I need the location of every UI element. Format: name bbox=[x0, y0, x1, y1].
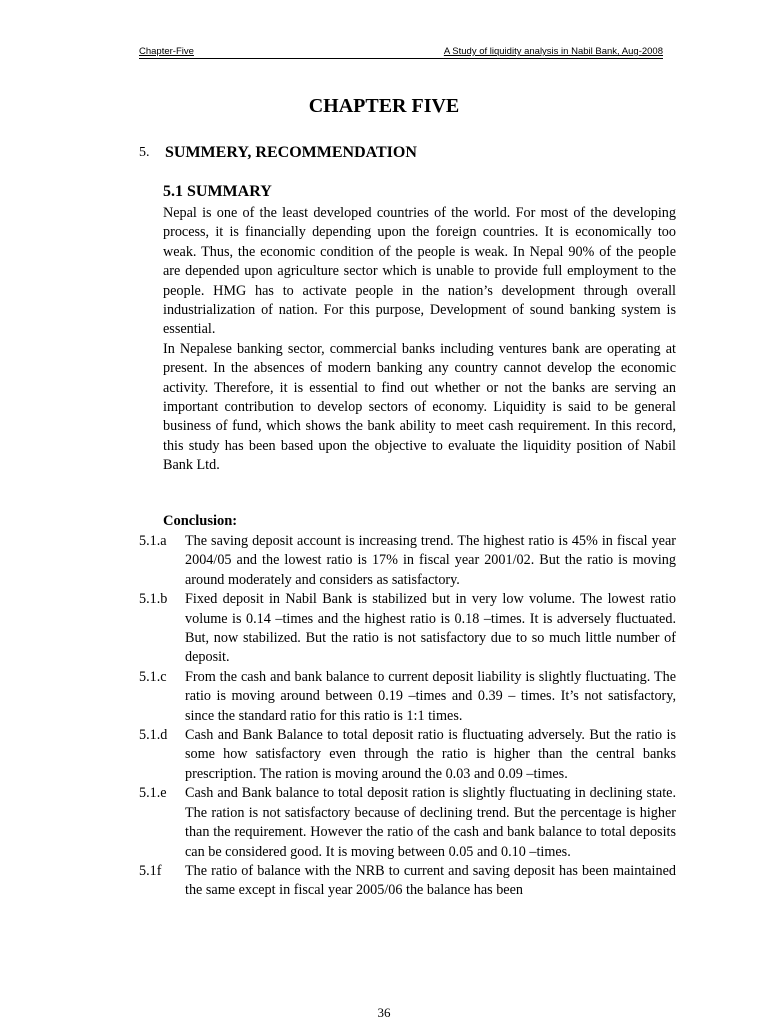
list-item bbox=[139, 532, 676, 590]
section-heading bbox=[139, 144, 417, 162]
list-item bbox=[139, 590, 676, 668]
list-item bbox=[139, 726, 676, 784]
section-title: SUMMERY, RECOMMENDATION bbox=[165, 144, 417, 161]
list-item-number: 5.1.b bbox=[139, 591, 168, 608]
section-number: 5. bbox=[139, 145, 150, 160]
list-item bbox=[139, 668, 676, 726]
list-item bbox=[139, 784, 676, 862]
conclusion-list bbox=[139, 532, 676, 901]
conclusion-heading: Conclusion: bbox=[163, 513, 238, 529]
list-item-number: 5.1.c bbox=[139, 668, 167, 685]
list-item-text: Fixed deposit in Nabil Bank is stabilized but in very low volume. The lowest ratio volume is 0.14 –times and the highest ratio is 0.18 –times. It is adversely fluctuated. But, now stabilized. But the ratio is not satisfactory due to so much little number of deposit. bbox=[185, 591, 676, 666]
summary-body bbox=[163, 204, 676, 476]
page-number: 36 bbox=[377, 1005, 391, 1020]
list-item-number: 5.1.d bbox=[139, 727, 168, 744]
list-item-text: Cash and Bank Balance to total deposit ratio is fluctuating adversely. But the ratio is some how satisfactory even through the ratio is higher than the central banks prescription. The ration is moving around the 0.03 and 0.09 –times. bbox=[185, 727, 676, 782]
paragraph: In Nepalese banking sector, commercial banks including ventures bank are operating at present. In the absences of modern banking any country cannot develop the economic activity. Therefore, it is essential to find out whether or not the banks are serving an important contribution to develop sectors of economy. Liquidity is said to be general business of fund, which shows the bank ability to meet cash requirement. In this record, this study has been based upon the objective to evaluate the liquidity position of Nabil Bank Ltd. bbox=[163, 340, 676, 474]
list-item-number: 5.1.e bbox=[139, 785, 167, 802]
list-item bbox=[139, 862, 676, 901]
list-item-number: 5.1.a bbox=[139, 533, 167, 549]
list-item-text: Cash and Bank balance to total deposit ration is slightly fluctuating in declining state. The ration is not satisfactory because of declining trend. But the percentage is higher than the requirement. However the ratio of the cash and bank balance to total deposits can be considered good. It is moving between 0.05 and 0.10 –times. bbox=[185, 785, 676, 860]
header-chapter: Chapter-Five bbox=[139, 46, 194, 57]
list-item-text: The saving deposit account is increasing trend. The highest ratio is 45% in fiscal year 2004/05 and the lowest ratio is 17% in fiscal year 2001/02. But the ratio is moving around moderately and considers as satisfactory. bbox=[185, 533, 676, 588]
subsection-heading: 5.1 SUMMARY bbox=[163, 183, 272, 200]
list-item-number: 5.1f bbox=[139, 862, 162, 879]
header-study-title: A Study of liquidity analysis in Nabil Bank, Aug-2008 bbox=[443, 46, 663, 57]
paragraph: Nepal is one of the least developed countries of the world. For most of the developing process, it is financially depending upon the foreign countries. It is economically too weak. Thus, the economic condition of the people is weak. In Nepal 90% of the people are depended upon agriculture sector which is unable to provide full employment to the people. HMG has to activate people in the nation’s development through overall industrialization of nation. For this purpose, Development of sound banking system is essential. bbox=[163, 205, 676, 338]
list-item-text: From the cash and bank balance to current deposit liability is slightly fluctuating. The ratio is moving around between 0.19 –times and 0.39 – times. It’s not satisfactory, since the standard ratio for this ratio is 1:1 times. bbox=[185, 668, 676, 724]
list-item-text: The ratio of balance with the NRB to current and saving deposit has been maintained the same except in fiscal year 2005/06 the balance has been bbox=[185, 862, 676, 899]
chapter-title: CHAPTER FIVE bbox=[308, 95, 460, 117]
running-header bbox=[139, 46, 663, 59]
